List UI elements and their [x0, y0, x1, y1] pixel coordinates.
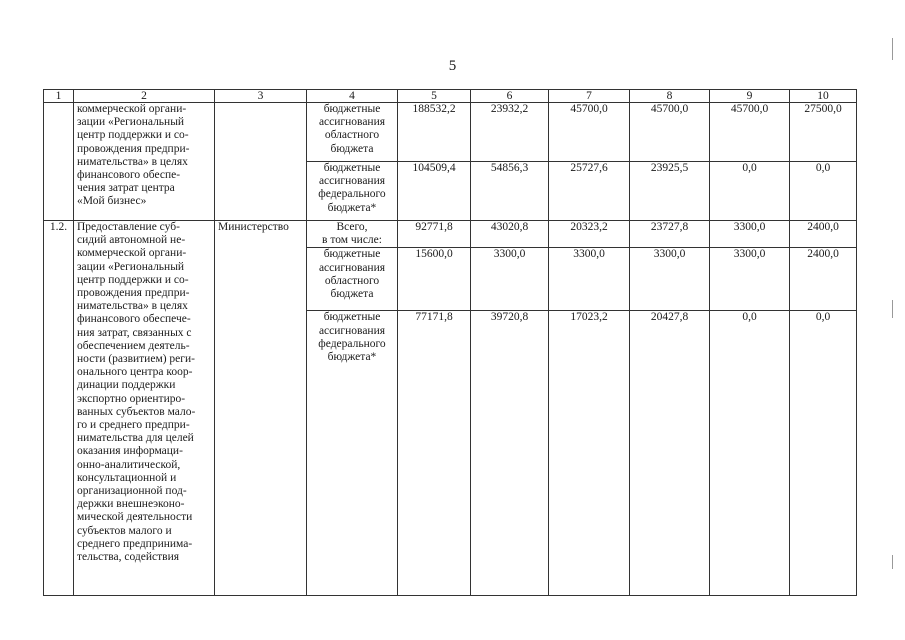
value-cell: 54856,3	[471, 162, 549, 221]
value-cell: 20323,2	[549, 221, 630, 248]
table-row	[44, 221, 857, 248]
value-cell: 43020,8	[471, 221, 549, 248]
value-cell: 0,0	[790, 162, 857, 221]
column-number: 3	[215, 90, 307, 103]
value-cell: 92771,8	[398, 221, 471, 248]
funding-source: Всего, в том числе:	[307, 221, 398, 248]
budget-table	[43, 89, 857, 596]
funding-source: бюджетные ассигнования федерального бюджета*	[307, 162, 398, 221]
executor: Министерство	[215, 221, 307, 596]
value-cell: 3300,0	[549, 248, 630, 311]
value-cell: 0,0	[710, 311, 790, 596]
value-cell: 3300,0	[630, 248, 710, 311]
value-cell: 3300,0	[710, 221, 790, 248]
value-cell: 23932,2	[471, 103, 549, 162]
value-cell: 3300,0	[710, 248, 790, 311]
funding-source: бюджетные ассигнования областного бюджета	[307, 248, 398, 311]
column-number: 8	[630, 90, 710, 103]
funding-source: бюджетные ассигнования федерального бюджета*	[307, 311, 398, 596]
scan-edge-mark	[892, 300, 893, 318]
value-cell: 188532,2	[398, 103, 471, 162]
table-row	[44, 103, 857, 162]
value-cell: 104509,4	[398, 162, 471, 221]
column-number: 1	[44, 90, 74, 103]
column-number: 2	[74, 90, 215, 103]
value-cell: 45700,0	[549, 103, 630, 162]
value-cell: 20427,8	[630, 311, 710, 596]
value-cell: 23727,8	[630, 221, 710, 248]
value-cell: 45700,0	[630, 103, 710, 162]
column-number: 9	[710, 90, 790, 103]
value-cell: 77171,8	[398, 311, 471, 596]
value-cell: 45700,0	[710, 103, 790, 162]
column-number: 10	[790, 90, 857, 103]
value-cell: 0,0	[790, 311, 857, 596]
value-cell: 3300,0	[471, 248, 549, 311]
value-cell: 23925,5	[630, 162, 710, 221]
value-cell: 15600,0	[398, 248, 471, 311]
column-number-row	[44, 90, 857, 103]
funding-source: бюджетные ассигнования областного бюджета	[307, 103, 398, 162]
value-cell: 2400,0	[790, 221, 857, 248]
value-cell: 2400,0	[790, 248, 857, 311]
item-description: Предоставление суб- сидий автономной не- коммерческой органи- зации «Региональный центр поддержки и со- провождения предпри- нимательства» в целях финансового обеспече- ния затрат, связанных с обеспечением деятель- ности (развитием) реги- онального центра коор- динации поддержки экспортно ориентиро- ванных субъектов мало- го и среднего предпри- нимательства для целей оказания информаци- онно-аналитической, консультационной и организационной под- держки внешнеэконо- мической деятельности субъектов малого и среднего предпринима- тельства, содействия	[74, 221, 215, 596]
column-number: 5	[398, 90, 471, 103]
column-number: 6	[471, 90, 549, 103]
value-cell: 39720,8	[471, 311, 549, 596]
value-cell: 0,0	[710, 162, 790, 221]
scan-edge-mark	[892, 38, 893, 60]
page-number: 5	[448, 58, 457, 74]
scan-edge-mark	[892, 555, 893, 569]
value-cell: 25727,6	[549, 162, 630, 221]
column-number: 4	[307, 90, 398, 103]
executor-cell	[215, 103, 307, 221]
column-number: 7	[549, 90, 630, 103]
value-cell: 17023,2	[549, 311, 630, 596]
item-number-cell	[44, 103, 74, 221]
item-number: 1.2.	[44, 221, 74, 596]
item-description: коммерческой органи- зации «Региональный центр поддержки и со- провождения предпри- нимательства» в целях финансового обеспе- чения затрат центра «Мой бизнес»	[74, 103, 215, 221]
value-cell: 27500,0	[790, 103, 857, 162]
